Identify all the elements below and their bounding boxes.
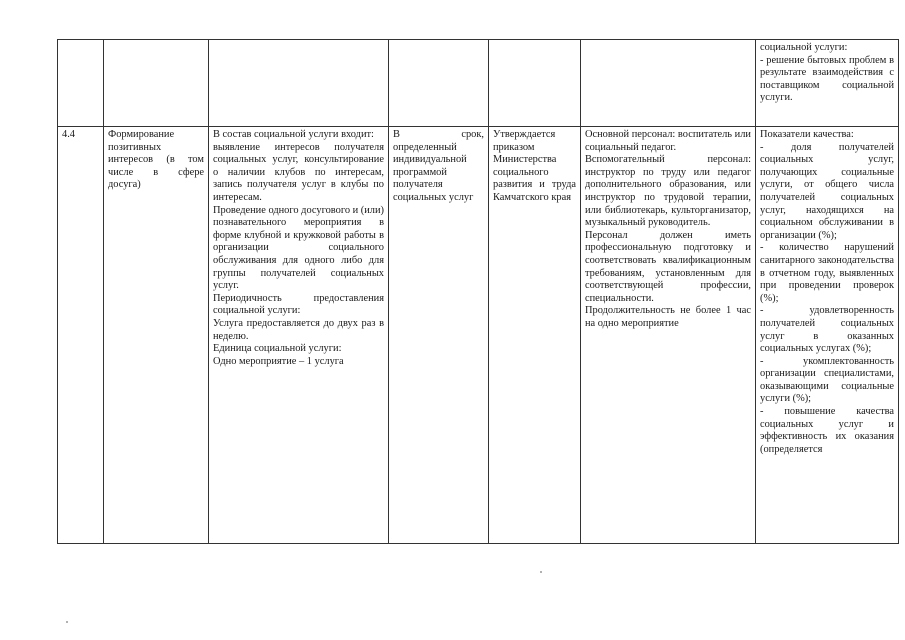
cell-tariff — [489, 127, 581, 544]
content-line: В состав социальной услуги входит: — [213, 129, 374, 140]
staff-line: Вспомогательный персонал: инструктор по труду или педагог дополнительного образования, или инструктор по трудовой терапии, или библиотекарь, культорганизатор, музыкальный руководитель. — [585, 154, 751, 229]
content-line: Одно мероприятие – 1 услуга — [213, 355, 344, 367]
cell-number — [58, 40, 104, 127]
staff-line: Персонал должен иметь профессиональную подготовку и соответствовать квалификационным требованиям, установленным для соответствующей профессии, специальности. — [585, 229, 751, 304]
cell-number — [58, 127, 104, 544]
quality-continued-text: социальной услуги: - решение бытовых проблем в результате взаимодействия с поставщиком социальной услуги. — [760, 42, 894, 104]
quality-line: - количество нарушений санитарного законодательства в отчетном году, выявленных при проведении проверок (%); — [760, 242, 894, 304]
service-name: Формирование позитивных интересов (в том числе в сфере досуга) — [108, 129, 204, 191]
scan-speck — [66, 621, 68, 623]
services-table — [57, 39, 899, 544]
cell-content — [209, 127, 389, 544]
cell-term — [389, 40, 489, 127]
term-text: В срок, определенный индивидуальной программой получателя социальных услуг — [393, 129, 484, 203]
cell-tariff — [489, 40, 581, 127]
table-row-4-4 — [58, 127, 899, 544]
cell-quality — [756, 127, 899, 544]
cell-service-name — [104, 127, 209, 544]
content-line: Проведение одного досугового и (или) познавательного мероприятия в форме клубной и кружковой работы в организации социального обслуживания для одного либо для группы получателей социальных услуг. — [213, 204, 384, 292]
content-line: Периодичность предоставления социальной услуги: — [213, 292, 384, 317]
cell-staff — [581, 40, 756, 127]
content-line: выявление интересов получателя социальных услуг, консультирование о наличии клубов по интересам, запись получателя услуг в клубы по интересам. — [213, 141, 384, 203]
cell-quality-continued — [756, 40, 899, 127]
staff-line: Основной персонал: воспитатель или социальный педагог. — [585, 129, 751, 153]
quality-line: Показатели качества: — [760, 129, 854, 140]
quality-line: - доля получателей социальных услуг, получающих социальные услуги, от общего числа получателей социальных услуг, находящихся на социальном обслуживании в организации (%); — [760, 141, 894, 241]
cell-service-name — [104, 40, 209, 127]
quality-line: - удовлетворенность получателей социальных услуг в оказанных социальных услугах (%); — [760, 305, 894, 355]
quality-line: - укомплектованность организации специалистами, оказывающими социальные услуги (%); — [760, 355, 894, 405]
cell-term — [389, 127, 489, 544]
cell-content — [209, 40, 389, 127]
content-line: Услуга предоставляется до двух раз в неделю. — [213, 317, 384, 342]
table-row-continuation — [58, 40, 899, 127]
quality-line: - повышение качества социальных услуг и эффективность их оказания (определяется — [760, 406, 894, 455]
cell-staff — [581, 127, 756, 544]
staff-line: Продолжительность не более 1 час на одно мероприятие — [585, 305, 751, 329]
tariff-text: Утверждается приказом Министерства социального развития и труда Камчатского края — [493, 129, 576, 203]
scan-speck — [540, 571, 542, 573]
row-number: 4.4 — [62, 129, 75, 140]
content-line: Единица социальной услуги: — [213, 343, 342, 355]
